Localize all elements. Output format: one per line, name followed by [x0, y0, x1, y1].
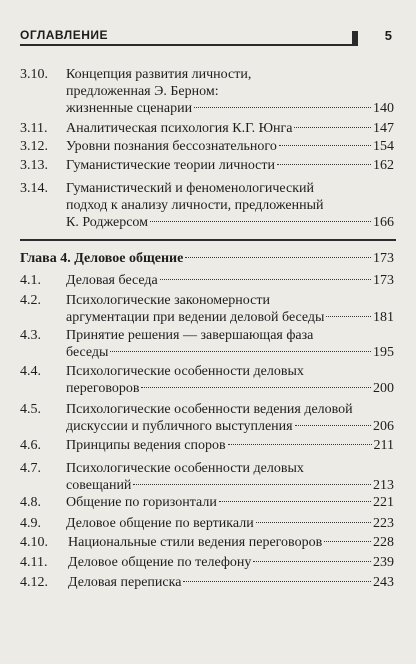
entry-title-line: Деловая переписка	[68, 575, 182, 590]
entry-title-line: беседы	[66, 345, 109, 360]
entry-title-line: Психологические особенности ведения деловой	[66, 402, 353, 417]
page-header	[20, 26, 396, 46]
entry-page: 243	[373, 575, 394, 590]
entry-page: 147	[373, 121, 394, 136]
entry-page: 181	[373, 310, 394, 325]
toc-entry	[20, 180, 394, 231]
entry-number: 4.8.	[20, 495, 41, 510]
toc-entry	[20, 460, 394, 494]
entry-number: 4.12.	[20, 575, 48, 590]
entry-title-line: Деловое общение по телефону	[68, 555, 252, 570]
entry-page: 166	[373, 215, 394, 230]
page-number: 5	[384, 28, 392, 43]
entry-number: 4.4.	[20, 364, 41, 379]
entry-title-line: подход к анализу личности, предложенный	[66, 198, 324, 213]
entry-number: 3.13.	[20, 158, 48, 173]
entry-title-line: дискуссии и публичного выступления	[66, 419, 293, 434]
entry-page: 211	[373, 438, 394, 453]
toc-entry	[20, 292, 394, 326]
toc-entry	[20, 120, 394, 137]
dot-leader	[183, 581, 371, 582]
entry-title-line: Психологические закономерности	[66, 293, 270, 308]
entry-title-line: К. Роджерсом	[66, 215, 149, 230]
entry-number: 4.5.	[20, 402, 41, 417]
dot-leader	[326, 316, 371, 317]
dot-leader	[185, 257, 371, 258]
entry-number: 3.14.	[20, 181, 48, 196]
entry-title-line: Концепция развития личности,	[66, 67, 252, 82]
entry-number: 4.3.	[20, 328, 41, 343]
dot-leader	[294, 127, 371, 128]
entry-title-line: Принципы ведения споров	[66, 438, 226, 453]
entry-title-line: совещаний	[66, 478, 132, 493]
entry-number: 4.10.	[20, 535, 48, 550]
entry-page: 140	[373, 101, 394, 116]
entry-page: 213	[373, 478, 394, 493]
entry-title-line: предложенная Э. Берном:	[66, 84, 219, 99]
entry-title-line: Гуманистический и феноменологический	[66, 181, 314, 196]
entry-number: 3.12.	[20, 139, 48, 154]
entry-title-line: Деловое общение по вертикали	[66, 516, 254, 531]
dot-leader	[150, 221, 371, 222]
dot-leader	[253, 561, 371, 562]
entry-page: 173	[373, 273, 394, 288]
entry-title-line: Общение по горизонтали	[66, 495, 217, 510]
entry-page: 162	[373, 158, 394, 173]
chapter-title: Глава 4. Деловое общение	[20, 251, 184, 266]
dot-leader	[110, 351, 371, 352]
dot-leader	[133, 484, 371, 485]
entry-page: 228	[373, 535, 394, 550]
entry-number: 4.7.	[20, 461, 41, 476]
header-rule-end	[352, 31, 358, 46]
toc-entry	[20, 138, 394, 155]
entry-title-line: Деловая беседа	[66, 273, 158, 288]
dot-leader	[194, 107, 371, 108]
entry-page: 200	[373, 381, 394, 396]
header-rule	[20, 44, 356, 46]
entry-title-line: Принятие решения — завершающая фаза	[66, 328, 314, 343]
toc-entry	[20, 437, 394, 454]
entry-number: 4.9.	[20, 516, 41, 531]
dot-leader	[160, 279, 371, 280]
entry-page: 195	[373, 345, 394, 360]
dot-leader	[295, 425, 371, 426]
toc-entry	[20, 363, 394, 397]
entry-page: 221	[373, 495, 394, 510]
entry-number: 3.10.	[20, 67, 48, 82]
dot-leader	[141, 387, 371, 388]
toc-entry	[20, 401, 394, 435]
dot-leader	[219, 501, 371, 502]
dot-leader	[279, 145, 371, 146]
entry-title-line: Психологические особенности деловых	[66, 364, 304, 379]
entry-page: 239	[373, 555, 394, 570]
toc-entry	[20, 272, 394, 289]
entry-title-line: Национальные стили ведения переговоров	[68, 535, 323, 550]
entry-page: 154	[373, 139, 394, 154]
entry-title-line: Уровни познания бессознательного	[66, 139, 277, 154]
entry-title-line: жизненные сценарии	[66, 101, 193, 116]
entry-title-line: Гуманистические теории личности	[66, 158, 275, 173]
entry-number: 4.6.	[20, 438, 41, 453]
entry-title-line: переговоров	[66, 381, 140, 396]
dot-leader	[228, 444, 372, 445]
entry-number: 4.2.	[20, 293, 41, 308]
entry-title-line: Аналитическая психология К.Г. Юнга	[66, 121, 293, 136]
entry-number: 4.1.	[20, 273, 41, 288]
dot-leader	[277, 164, 371, 165]
entry-number: 4.11.	[20, 555, 48, 570]
toc-entry	[20, 327, 394, 361]
entry-page: 206	[373, 419, 394, 434]
entry-title-line: аргументации при ведении деловой беседы	[66, 310, 325, 325]
header-title: ОГЛАВЛЕНИЕ	[20, 28, 109, 42]
dot-leader	[256, 522, 371, 523]
entry-page: 223	[373, 516, 394, 531]
section-divider	[20, 239, 396, 241]
chapter-heading	[20, 250, 394, 267]
toc-entry	[20, 515, 394, 532]
dot-leader	[324, 541, 371, 542]
entry-title-line: Психологические особенности деловых	[66, 461, 304, 476]
entry-number: 3.11.	[20, 121, 48, 136]
toc-entry	[20, 534, 394, 551]
toc-entry	[20, 157, 394, 174]
toc-entry	[20, 494, 394, 511]
entry-page: 173	[373, 251, 394, 266]
toc-entry	[20, 554, 394, 571]
toc-entry	[20, 66, 394, 117]
toc-entry	[20, 574, 394, 591]
